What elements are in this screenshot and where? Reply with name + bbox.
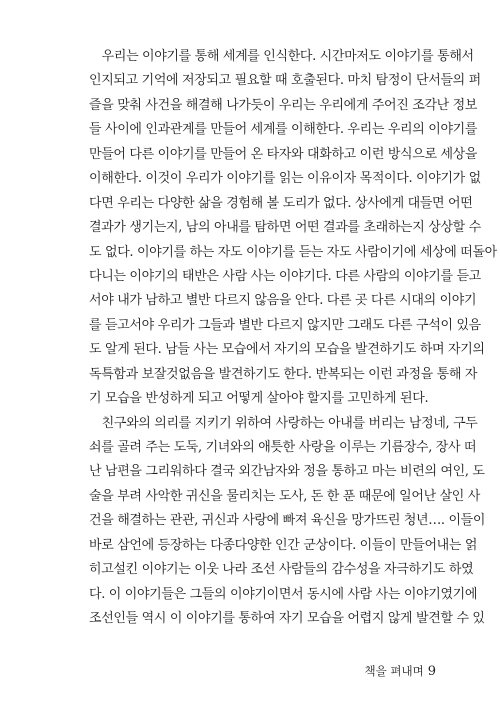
running-footer-title: 책을 펴내며 [364, 664, 424, 678]
text-line: 즐을 맞춰 사건을 해결해 나가듯이 우리는 우리에게 주어진 조각난 정보 [89, 97, 478, 113]
text-line: 도 알게 된다. 남들 사는 모습에서 자기의 모습을 발견하기도 하며 자기의 [89, 342, 485, 358]
text-line: 만들어 다른 이야기를 만들어 온 타자와 대화하고 이런 방식으로 세상을 [89, 146, 478, 162]
page-number: 9 [427, 664, 436, 679]
text-line: 우리는 이야기를 통해 세계를 인식한다. 시간마저도 이야기를 통해서 [89, 49, 474, 64]
text-line: 서야 내가 남하고 별반 다르지 않음을 안다. 다른 곳 다른 시대의 이야기 [89, 293, 477, 309]
paragraph-2 [89, 412, 486, 632]
text-line: 다니는 이야기의 태반은 사람 사는 이야기다. 다른 사람의 이야기를 듣고 [89, 268, 481, 284]
text-line: 이해한다. 이것이 우리가 이야기를 읽는 이유이자 목적이다. 이야기가 없 [89, 171, 481, 187]
text-line: 쇠를 골려 주는 도둑, 기녀와의 애틋한 사랑을 이루는 기름장수, 장사 떠 [89, 440, 477, 455]
body-text [89, 45, 497, 632]
text-line: 다면 우리는 다양한 삶을 경험해 볼 도리가 없다. 상사에게 대들면 어떤 [89, 195, 473, 211]
text-line: 건을 해결하는 관관, 귀신과 사랑에 빠져 육신을 망가뜨린 청년…. 이들이 [89, 513, 486, 529]
text-line: 다. 이 이야기들은 그들의 이야기이면서 동시에 사람 사는 이야기였기에 [89, 586, 478, 602]
text-line: 술을 부려 사악한 귀신을 물리치는 도사, 돈 한 푼 때문에 일어난 살인 사 [89, 488, 480, 504]
text-line: 인지되고 기억에 저장되고 필요할 때 호출된다. 마치 탐정이 단서들의 퍼 [89, 73, 481, 89]
paragraph-1 [89, 45, 497, 412]
page-footer [365, 664, 436, 679]
text-line: 바로 삼언에 등장하는 다종다양한 인간 군상이다. 이들이 만들어내는 얽 [89, 537, 478, 553]
text-line: 조선인들 역시 이 이야기를 통하여 자기 모습을 어렵지 않게 발견할 수 있 [89, 611, 485, 627]
text-line: 도 없다. 이야기를 하는 자도 이야기를 듣는 자도 사람이기에 세상에 떠돌아 [89, 244, 497, 260]
text-line: 를 듣고서야 우리가 그들과 별반 다르지 않지만 그래도 다른 구석이 있음 [89, 317, 481, 333]
text-line: 친구와의 의리를 지키기 위하여 사랑하는 아내를 버리는 남정네, 구두 [89, 415, 478, 431]
text-line: 히고설킨 이야기는 이웃 나라 조선 사람들의 감수성을 자극하기도 하였 [89, 562, 474, 578]
text-line: 독특함과 보잘것없음을 발견하기도 한다. 반복되는 이런 과정을 통해 자 [89, 366, 478, 382]
text-line: 결과가 생기는지, 남의 아내를 탐하면 어떤 결과를 초래하는지 상상할 수 [89, 220, 481, 236]
text-line: 들 사이에 인과관계를 만들어 세계를 이해한다. 우리는 우리의 이야기를 [89, 122, 478, 138]
text-line: 난 남편을 그리워하다 결국 외간남자와 정을 통하고 마는 비련의 여인, 도 [89, 464, 485, 480]
text-line: 기 모습을 반성하게 되고 어떻게 살아야 할지를 고민하게 된다. [89, 391, 429, 407]
